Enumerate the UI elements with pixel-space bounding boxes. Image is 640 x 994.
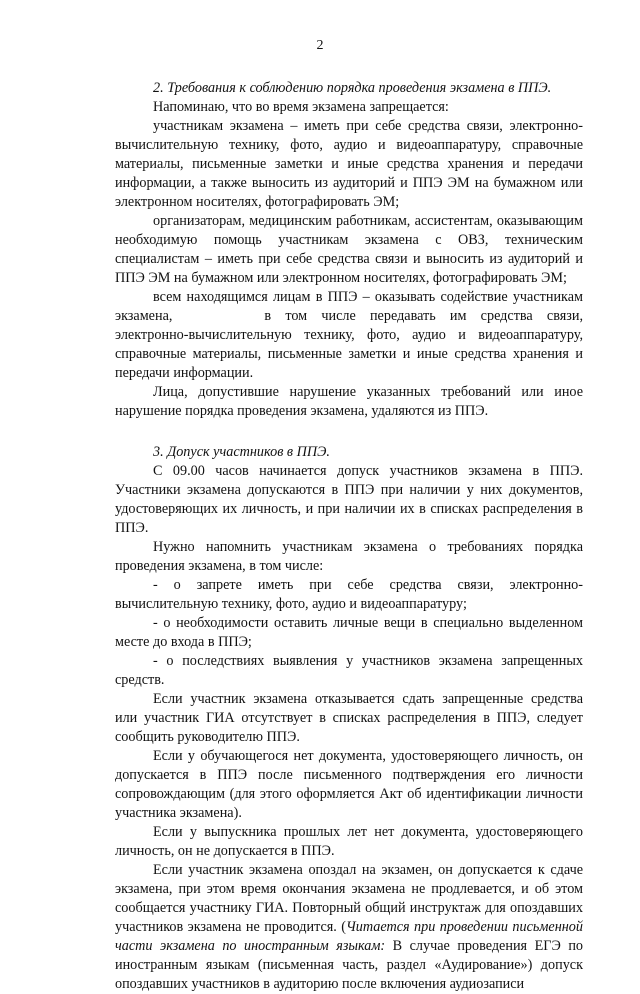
section-3-heading: 3. Допуск участников в ППЭ. [153,444,330,460]
section-3-bullet-consequences: - о последствиях выявления у участников экзамена запрещенных средств. [115,653,583,688]
section-3-no-document-graduate: Если у выпускника прошлых лет нет документа, удостоверяющего личность, он не допускается в ППЭ. [115,824,583,859]
section-3-remind-intro: Нужно напомнить участникам экзамена о требованиях порядка проведения экзамена, в том числе: [115,539,583,574]
section-3-admission-start: С 09.00 часов начинается допуск участников экзамена в ППЭ. Участники экзамена допускаются в ППЭ при наличии у них документов, удостоверяющих их личность, и при наличии их в списках распределения в ППЭ. [115,463,583,536]
section-2-intro: Напоминаю, что во время экзамена запрещается: [153,99,449,115]
section-2-item-participants: участникам экзамена – иметь при себе средства связи, электронно-вычислительную технику, фото, аудио и видеоаппаратуру, справочные материалы, письменные заметки и иные средства хранения и передачи информации, а также выносить из аудиторий и ППЭ ЭМ на бумажном или электронном носителях, фотографировать ЭМ; [115,118,583,210]
section-3-bullet-prohibition: - о запрете иметь при себе средства связи, электронно-вычислительную технику, фото, аудио и видеоаппаратуру; [115,577,583,612]
section-3-refusal: Если участник экзамена отказывается сдать запрещенные средства или участник ГИА отсутствует в списках распределения в ППЭ, следует сообщить руководителю ППЭ. [115,691,583,745]
section-3-late-arrival-italic-note: Читается при проведении письменной части экзамена по иностранным языкам: [115,919,583,954]
section-2-item-all-persons-part-b: в том числе передавать им средства связи, электронно-вычислительную технику, фото, аудио и видеоаппаратуру, справочные материалы, письменные заметки и иные средства хранения и передачи информации. [115,308,583,381]
section-3-late-arrival-part-b: В случае проведения ЕГЭ по иностранным языкам (письменная часть, раздел «Аудирование») допуск опоздавших участников в аудиторию после включения аудиозаписи [115,938,583,992]
section-2-item-all-persons-part-a: всем находящимся лицам в ППЭ – оказывать содействие участникам экзамена, [115,289,583,324]
section-3-bullet-belongings: - о необходимости оставить личные вещи в специально выделенном месте до входа в ППЭ; [115,615,583,650]
section-2-removal-note: Лица, допустившие нарушение указанных требований или иное нарушение порядка проведения экзамена, удаляются из ППЭ. [115,384,583,419]
section-2-item-staff: организаторам, медицинским работникам, ассистентам, оказывающим необходимую помощь участникам экзамена с ОВЗ, техническим специалистам – иметь при себе средства связи и выносить из аудиторий и ППЭ ЭМ на бумажном или электронном носителях, фотографировать ЭМ; [115,213,583,286]
section-3-late-arrival-part-a: Если участник экзамена опоздал на экзамен, он допускается к сдаче экзамена, при этом время окончания экзамена не продлевается, и об этом сообщается участнику ГИА. Повторный общий инструктаж для опоздавших участников экзамена не проводится. ( [115,862,583,935]
section-3-late-arrival [115,861,583,994]
page-number: 2 [316,38,324,53]
section-3-no-document-student: Если у обучающегося нет документа, удостоверяющего личность, он допускается в ППЭ после письменного подтверждения его личности сопровождающим (для этого оформляется Акт об идентификации личности участника экзамена). [115,748,583,821]
section-2-heading: 2. Требования к соблюдению порядка проведения экзамена в ППЭ. [153,80,552,96]
section-2-item-all-persons [115,288,583,383]
document-body [115,79,583,994]
section-divider [115,421,583,443]
